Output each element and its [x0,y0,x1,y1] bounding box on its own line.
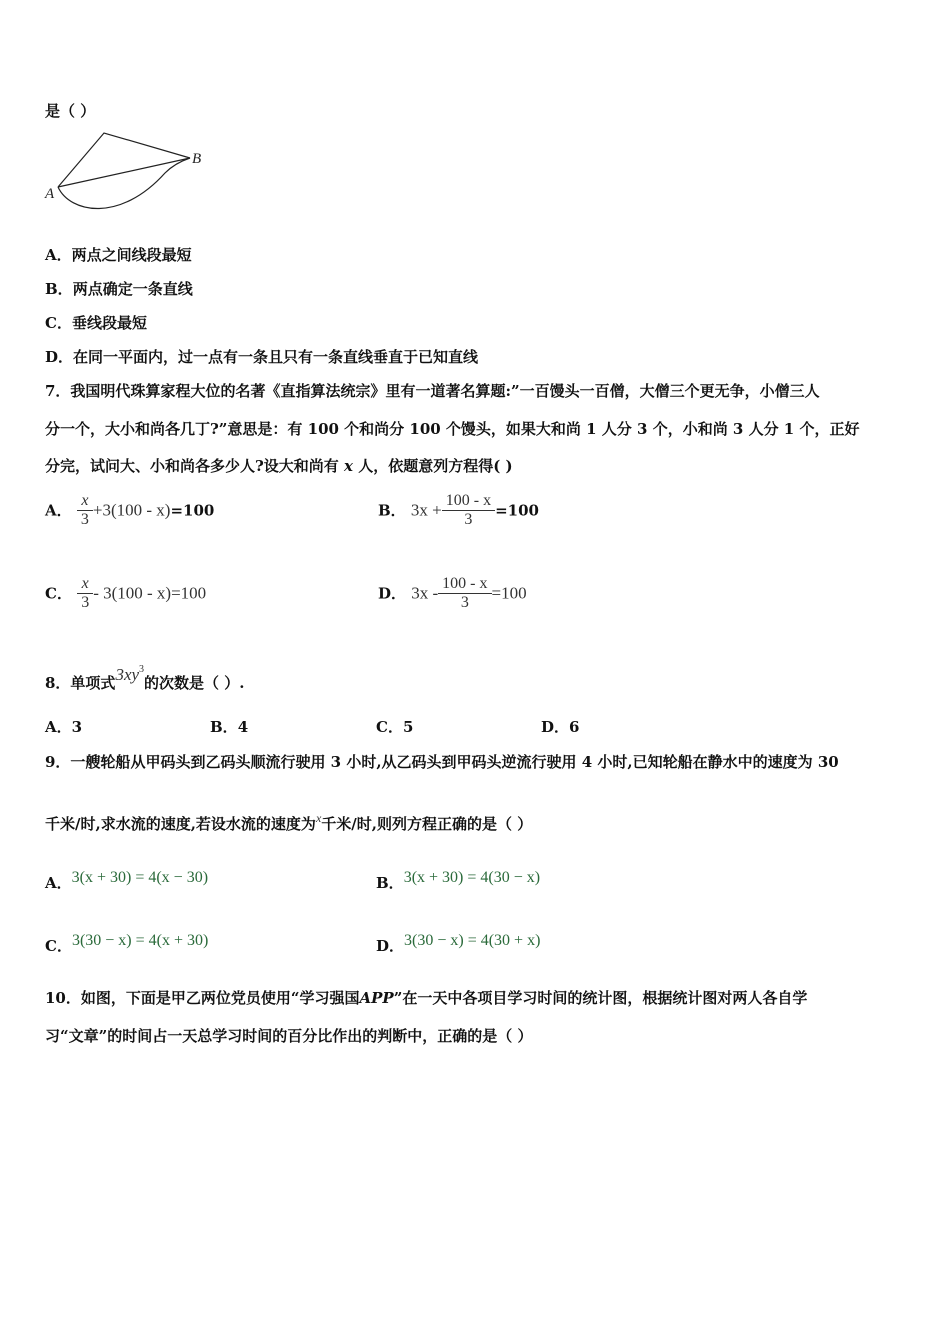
q9-line2: 千米/时,求水流的速度,若设水流的速度为$^x$千米/时,则列方程正确的是（ ） [45,811,533,833]
q8-option-c: C．5 [376,718,414,736]
q7-option-b: B． 3x + $\frac{100 - x}{3}$ =100 [378,492,539,528]
q6-stem-tail: 是（ ） [45,102,96,120]
q9-line1: 9．一艘轮船从甲码头到乙码头顺流行驶用 3 小时,从乙码头到甲码头逆流行驶用 4 小时,已知轮船在静水中的速度为 30 [45,753,839,771]
q10-line2: 习“文章”的时间占一天总学习时间的百分比作出的判断中，正确的是（ ） [45,1027,533,1045]
q9-option-d: D．3(30 − x) = 4(30 + x) [376,932,541,955]
q8-option-b: B．4 [210,718,249,736]
q8-stem: 8．单项式$3xy^3$的次数是（ ）. [45,664,245,692]
q9-option-a: A．3(x + 30) = 4(x − 30) [45,869,209,892]
q7-line1: 7．我国明代珠算家程大位的名著《直指算法统宗》里有一道著名算题:”一百馒头一百僧，大僧三个更无争，小僧三人 [45,382,820,400]
q8-option-a: A．3 [45,718,83,736]
q6-option-b: B．两点确定一条直线 [45,280,193,298]
q7-line2: 分一个，大小和尚各几丁?”意思是：有 100 个和尚分 100 个馒头，如果大和尚 1 人分 3 个，小和尚 3 人分 1 个，正好 [45,420,860,438]
label-a: A [45,186,55,202]
q6-option-c: C．垂线段最短 [45,314,147,332]
q9-option-c: C．3(30 − x) = 4(x + 30) [45,932,209,955]
q8-option-d: D．6 [541,718,580,736]
q7-option-c: C． $\frac{x}{3}$ - 3(100 - x)=100 [45,575,207,611]
q9-option-b: B．3(x + 30) = 4(30 − x) [376,869,541,892]
label-b: B [192,151,202,167]
q7-option-a: A． $\frac{x}{3}$ +3(100 - x)=100 [45,492,215,528]
q6-figure [40,128,220,218]
q10-line1: 10．如图，下面是甲乙两位党员使用“学习强国APP”在一天中各项目学习时间的统计图，根据统计图对两人各自学 [45,989,808,1007]
q7-line3: 分完，试问大、小和尚各多少人?设大和尚有 x 人，依题意列方程得( ) [45,457,513,475]
q7-option-d: D． 3x - $\frac{100 - x}{3}$ =100 [378,575,527,611]
q6-option-a: A．两点之间线段最短 [45,246,192,264]
q6-option-d: D．在同一平面内，过一点有一条且只有一条直线垂直于已知直线 [45,348,479,366]
